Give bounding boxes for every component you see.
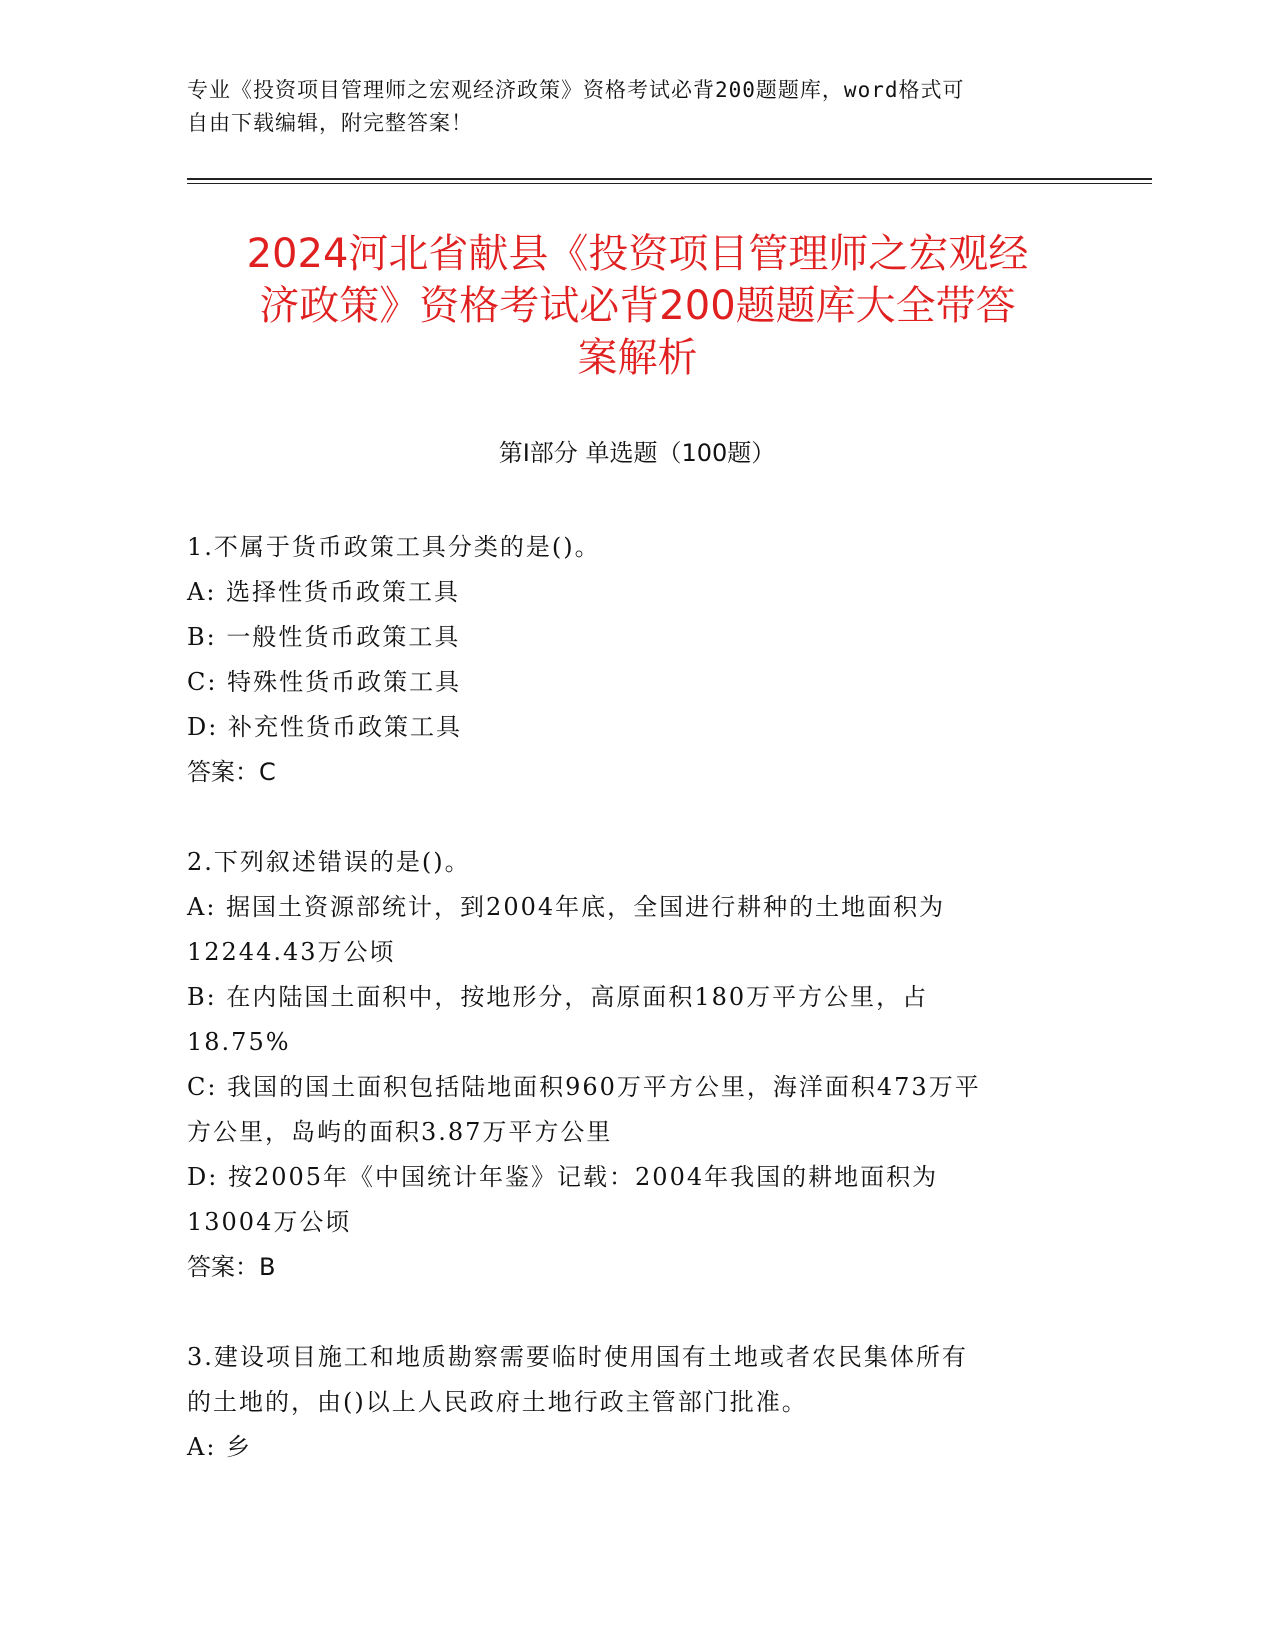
option-a: A: 选择性货币政策工具 [187, 578, 461, 606]
question-stem: 1.不属于货币政策工具分类的是()。 [187, 533, 601, 561]
question-item [187, 525, 1087, 795]
option-c: C: 特殊性货币政策工具 [187, 668, 462, 696]
option-c-continued: 方公里，岛屿的面积3.87万平方公里 [187, 1118, 613, 1146]
option-a-continued: 12244.43万公顷 [187, 938, 396, 966]
question-gap [187, 795, 1087, 840]
option-b-continued: 18.75% [187, 1028, 291, 1056]
header-note [187, 74, 1087, 140]
question-gap [187, 1290, 1087, 1335]
header-divider-thin [187, 183, 1152, 184]
header-note-line: 专业《投资项目管理师之宏观经济政策》资格考试必背200题题库，word格式可 [187, 78, 965, 102]
answer-line: 答案：C [187, 758, 276, 786]
option-b: B: 一般性货币政策工具 [187, 623, 461, 651]
option-d-continued: 13004万公顷 [187, 1208, 352, 1236]
header-note-line: 自由下载编辑，附完整答案！ [187, 111, 473, 135]
document-title [175, 228, 1100, 384]
option-b: B: 在内陆国土面积中，按地形分，高原面积180万平方公里，占 [187, 983, 929, 1011]
question-list [187, 525, 1087, 1470]
question-stem-continued: 的土地的，由()以上人民政府土地行政主管部门批准。 [187, 1388, 808, 1416]
question-item [187, 840, 1087, 1290]
option-d: D: 补充性货币政策工具 [187, 713, 462, 741]
option-d: D: 按2005年《中国统计年鉴》记载：2004年我国的耕地面积为 [187, 1163, 939, 1191]
option-a: A: 据国土资源部统计，到2004年底，全国进行耕种的土地面积为 [187, 893, 946, 921]
header-divider-thick [187, 178, 1152, 180]
question-stem: 3.建设项目施工和地质勘察需要临时使用国有土地或者农民集体所有 [187, 1343, 968, 1371]
title-line: 案解析 [577, 335, 698, 381]
title-line: 2024河北省献县《投资项目管理师之宏观经 [246, 231, 1029, 277]
question-item [187, 1335, 1087, 1470]
title-line: 济政策》资格考试必背200题题库大全带答 [259, 283, 1016, 329]
question-stem: 2.下列叙述错误的是()。 [187, 848, 471, 876]
section-title: 第Ⅰ部分 单选题（100题） [498, 439, 776, 467]
option-c: C: 我国的国土面积包括陆地面积960万平方公里，海洋面积473万平 [187, 1073, 981, 1101]
option-a: A: 乡 [187, 1433, 253, 1461]
answer-line: 答案：B [187, 1253, 276, 1281]
